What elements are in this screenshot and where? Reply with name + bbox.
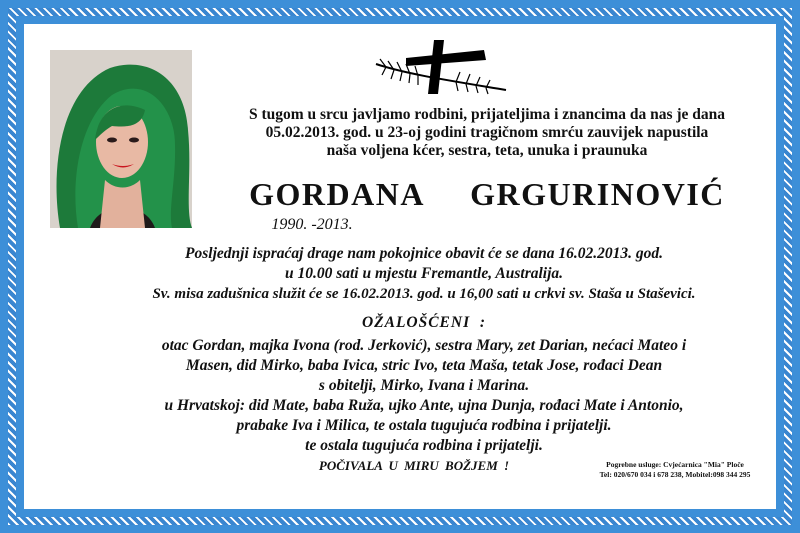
portrait-image <box>50 50 192 228</box>
funeral-service-info <box>572 460 778 480</box>
closing-line: POČIVALA U MIRU BOŽJEM ! <box>318 458 510 473</box>
funeral-details <box>104 244 744 304</box>
mourners-heading: OŽALOŠĆENI : <box>361 314 487 331</box>
funeral-line: u 10.00 sati u mjestu Fremantle, Australija. <box>284 265 564 282</box>
portrait-photo <box>50 50 192 228</box>
life-years: 1990. -2013. <box>271 216 353 233</box>
mourners-list <box>104 336 744 456</box>
obituary-notice <box>24 24 776 509</box>
mourners-line: u Hrvatskoj: did Mate, baba Ruža, ujko Ante, ujna Dunja, rođaci Mate i Antonio, <box>164 397 684 414</box>
announcement-line: 05.02.2013. god. u 23-oj godini tragičnom smrću zauvijek napustila <box>265 124 709 141</box>
announcement-line: naša voljena kćer, sestra, teta, unuka i praunuka <box>326 142 648 159</box>
deceased-name: GORDANA GRGURINOVIĆ <box>249 176 725 212</box>
announcement <box>202 106 772 160</box>
mourners-line: prabake Iva i Milica, te ostala tugujuća rodbina i prijatelji. <box>236 417 612 434</box>
service-phone: Tel: 020/670 034 i 678 238, Mobitel:098 344 295 <box>599 470 751 479</box>
mourners-line: s obitelji, Mirko, Ivana i Marina. <box>318 377 530 394</box>
mourners-line: otac Gordan, majka Ivona (rod. Jerković), sestra Mary, zet Darian, nećaci Mateo i <box>161 337 687 354</box>
service-name: Pogrebne usluge: Cvjećarnica "Mia" Ploče <box>606 460 744 469</box>
announcement-line: S tugom u srcu javljamo rodbini, prijateljima i znancima da nas je dana <box>248 106 726 123</box>
funeral-line: Sv. misa zadušnica služit će se 16.02.2013. god. u 16,00 sati u crkvi sv. Staša u Staševici. <box>152 286 696 302</box>
mourners-line: Masen, did Mirko, baba Ivica, stric Ivo, teta Maša, tetak Jose, rođaci Dean <box>185 357 663 374</box>
mourners-line: te ostala tugujuća rodbina i prijatelji. <box>305 437 543 454</box>
funeral-line: Posljednji ispraćaj drage nam pokojnice obavit će se dana 16.02.2013. god. <box>185 245 663 262</box>
cross-with-palm-icon <box>366 34 516 102</box>
